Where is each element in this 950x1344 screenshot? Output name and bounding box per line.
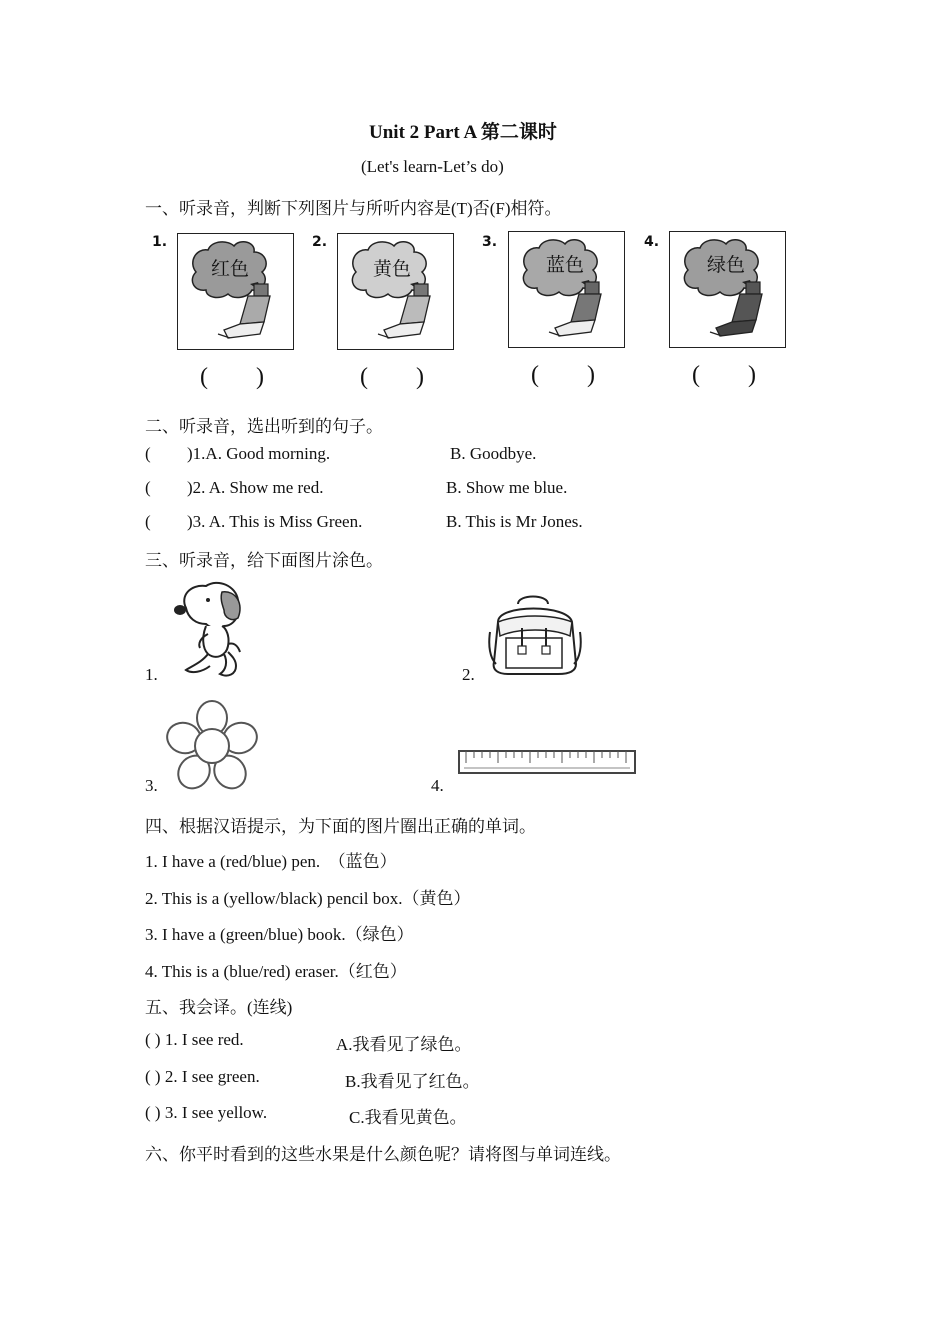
- paint-tube-picture: [337, 233, 454, 350]
- section1-heading: 一、听录音，判断下列图片与所听内容是(T)否(F)相符。: [145, 199, 562, 218]
- circle-word-line: 1. I have a (red/blue) pen. （蓝色）: [145, 852, 397, 871]
- section4-heading: 四、根据汉语提示，为下面的图片圈出正确的单词。: [145, 817, 536, 836]
- color-label: 蓝色: [546, 254, 585, 276]
- section5-heading: 五、我会译。(连线): [145, 998, 293, 1017]
- paint-tube-icon: [178, 234, 295, 351]
- page-subtitle: (Let's learn-Let’s do): [361, 157, 504, 176]
- section2-heading: 二、听录音，选出听到的句子。: [145, 417, 383, 436]
- backpack-picture: [488, 592, 582, 676]
- translate-sentence[interactable]: ( ) 3. I see yellow.: [145, 1103, 268, 1122]
- color-label: 红色: [211, 258, 250, 280]
- paint-tube-picture: [508, 231, 625, 348]
- answer-blank-open[interactable]: (: [145, 478, 151, 497]
- flower-picture: [166, 700, 258, 792]
- picture-number: 3.: [145, 776, 158, 795]
- answer-blank[interactable]: ( ): [692, 362, 756, 388]
- picture-number: 2.: [462, 665, 475, 684]
- translate-sentence[interactable]: ( ) 1. I see red.: [145, 1030, 244, 1049]
- answer-blank-open[interactable]: (: [145, 512, 151, 531]
- translate-option[interactable]: A.我看见了绿色。: [336, 1035, 472, 1054]
- paint-tube-picture: [177, 233, 294, 350]
- dog-picture: [166, 574, 256, 682]
- translate-option[interactable]: B.我看见了红色。: [345, 1072, 480, 1091]
- question-option-b: B. Goodbye.: [450, 444, 537, 463]
- ruler-picture: [458, 749, 636, 775]
- circle-word-line: 3. I have a (green/blue) book.（绿色）: [145, 925, 414, 944]
- item-number: 3.: [482, 234, 498, 250]
- answer-blank[interactable]: ( ): [200, 364, 264, 390]
- item-number: 2.: [312, 234, 328, 250]
- answer-blank[interactable]: ( ): [531, 362, 595, 388]
- page-title: Unit 2 Part A 第二课时: [369, 122, 557, 143]
- color-label: 黄色: [373, 258, 412, 280]
- circle-word-line: 2. This is a (yellow/black) pencil box.（黄色）: [145, 889, 471, 908]
- question-option-b: B. This is Mr Jones.: [446, 512, 583, 531]
- picture-number: 1.: [145, 665, 158, 684]
- item-number: 1.: [152, 234, 168, 250]
- section3-heading: 三、听录音，给下面图片涂色。: [145, 551, 383, 570]
- answer-blank-open[interactable]: (: [145, 444, 151, 463]
- question-option-a: )2. A. Show me red.: [187, 478, 324, 497]
- question-option-a: )3. A. This is Miss Green.: [187, 512, 363, 531]
- picture-number: 4.: [431, 776, 444, 795]
- question-option-b: B. Show me blue.: [446, 478, 568, 497]
- answer-blank[interactable]: ( ): [360, 364, 424, 390]
- question-option-a: )1.A. Good morning.: [187, 444, 331, 463]
- paint-tube-icon: [338, 234, 455, 351]
- item-number: 4.: [644, 234, 660, 250]
- paint-tube-picture: [669, 231, 786, 348]
- translate-sentence[interactable]: ( ) 2. I see green.: [145, 1067, 260, 1086]
- circle-word-line: 4. This is a (blue/red) eraser.（红色）: [145, 962, 407, 981]
- color-label: 绿色: [707, 254, 746, 276]
- translate-option[interactable]: C.我看见黄色。: [349, 1108, 467, 1127]
- section6-heading: 六、你平时看到的这些水果是什么颜色呢？请将图与单词连线。: [145, 1145, 621, 1164]
